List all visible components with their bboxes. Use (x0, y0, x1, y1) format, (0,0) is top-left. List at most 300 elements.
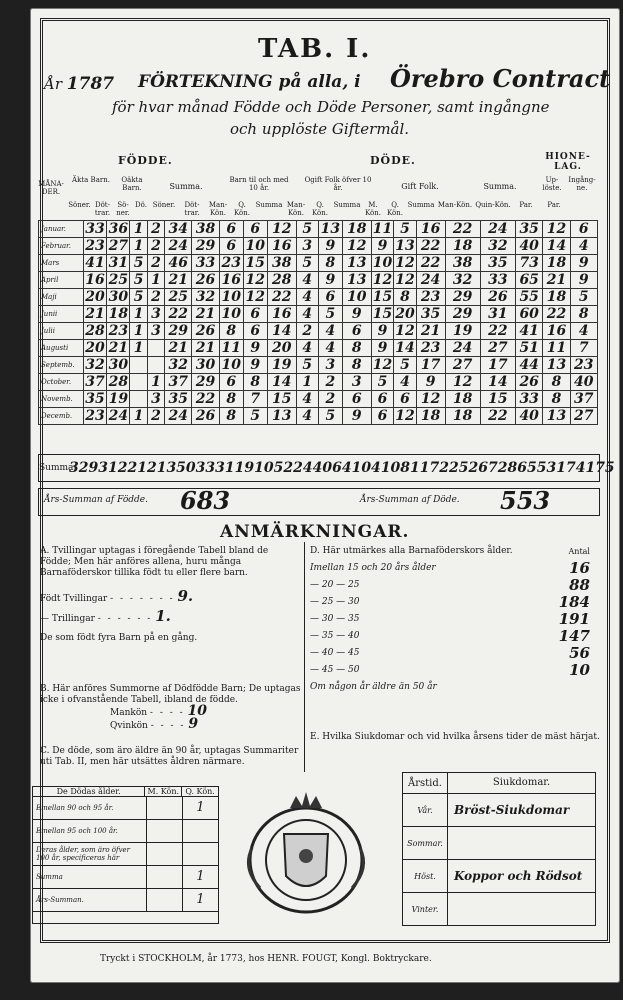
value-cell: 9 (342, 408, 371, 425)
value-cell: 8 (219, 408, 243, 425)
disease-row (403, 794, 595, 827)
value-cell: 21 (165, 340, 192, 357)
elderly-value (146, 820, 182, 842)
elderly-label: Års-Summan. (36, 896, 84, 904)
value-cell: 6 (219, 221, 243, 238)
value-cell: 4 (570, 238, 597, 255)
value-cell: 41 (516, 323, 543, 340)
value-cell: 2 (296, 323, 318, 340)
value-cell: 29 (192, 374, 219, 391)
value-cell: 3 (147, 306, 164, 323)
age-label: — 25 — 30 (310, 597, 360, 607)
sex-header-row: Söner. Döt-trar. Sö-ner. Dö. Söner. Döt-trar. Man-Kön. Q. Kön. Summa Man-Kön. Q. Kön. Summa M. Kön. Q. Kön. Summa Man-Kön. Quin-Kön. Par. Par. (68, 201, 561, 217)
value-cell: 12 (342, 238, 371, 255)
value-cell: 17 (480, 357, 515, 374)
total-cell: 108 (380, 460, 411, 476)
value-cell: 8 (342, 357, 371, 374)
value-cell: 8 (219, 391, 243, 408)
value-cell: 9 (318, 272, 342, 289)
value-cell: 12 (267, 221, 296, 238)
value-cell: 37 (165, 374, 192, 391)
value-cell: 9 (318, 238, 342, 255)
elderly-value: 1 (182, 797, 218, 819)
total-cell: 267 (468, 460, 498, 476)
value-cell: 37 (85, 374, 105, 390)
value-cell: 9 (416, 374, 445, 391)
value-cell (147, 357, 164, 374)
age-label: — 30 — 35 (310, 614, 360, 624)
table-row (39, 272, 598, 289)
value-cell: 21 (192, 340, 219, 357)
document-sheet (30, 8, 620, 983)
value-cell: 8 (342, 340, 371, 357)
value-cell: 38 (192, 221, 219, 238)
value-cell: 21 (85, 306, 105, 322)
value-cell: 23 (570, 357, 597, 374)
value-cell: 18 (445, 408, 480, 425)
value-cell: 29 (445, 289, 480, 306)
value-cell: 33 (516, 391, 543, 408)
value-cell: 24 (108, 408, 129, 424)
value-cell: 18 (416, 408, 445, 425)
value-cell: 6 (219, 238, 243, 255)
value-cell: 18 (445, 238, 480, 255)
value-cell: 6 (318, 289, 342, 306)
heading-line-3: och upplöste Giftermål. (230, 120, 410, 138)
value-cell: 3 (342, 374, 371, 391)
value-cell (130, 357, 147, 374)
value-cell: 9 (342, 306, 371, 323)
table-row (39, 323, 598, 340)
dead-annual-label: Års-Summan af Döde. (360, 495, 460, 505)
value-cell: 27 (480, 340, 515, 357)
value-cell (147, 340, 164, 357)
value-cell: 1 (130, 340, 147, 357)
value-cell: 16 (267, 238, 296, 255)
value-cell: 15 (267, 391, 296, 408)
value-cell: 5 (130, 272, 147, 289)
value-cell: 44 (516, 357, 543, 374)
value-cell: 22 (543, 306, 570, 323)
value-cell: 18 (108, 306, 129, 322)
value-cell: 5 (318, 306, 342, 323)
disease-name: Koppor och Rödsot (447, 860, 595, 892)
age-count: 56 (569, 644, 590, 662)
age-label: — 20 — 25 (310, 580, 360, 590)
elderly-label: Emellan 90 och 95 år. (36, 804, 114, 812)
value-cell: 6 (371, 391, 393, 408)
total-cell: 329 (69, 460, 99, 476)
children-header: Barn til och med 10 år. (229, 176, 289, 192)
value-cell: 10 (342, 289, 371, 306)
value-cell: 8 (543, 374, 570, 391)
value-cell: 34 (165, 221, 192, 238)
value-cell: 20 (85, 340, 105, 356)
value-cell: 12 (543, 221, 570, 238)
value-cell: 26 (192, 323, 219, 340)
value-cell: 22 (192, 391, 219, 408)
value-cell: 18 (342, 221, 371, 238)
value-cell: 38 (445, 255, 480, 272)
disease-row (403, 893, 595, 926)
value-cell: 2 (147, 255, 164, 272)
value-cell: 18 (543, 289, 570, 306)
month-cell: Septemb. (39, 357, 84, 374)
value-cell: 9 (243, 340, 267, 357)
born-header: FÖDDE. (118, 154, 173, 167)
disease-name: Bröst-Siukdomar (447, 794, 595, 826)
dead-annual-value: 553 (500, 486, 551, 515)
value-cell: 28 (108, 374, 129, 390)
total-cell: 105 (254, 460, 284, 476)
value-cell: 12 (416, 391, 445, 408)
value-cell: 23 (108, 323, 129, 339)
value-cell: 7 (243, 391, 267, 408)
value-cell: 12 (243, 289, 267, 306)
elderly-value: 1 (182, 889, 218, 911)
dead-header: DÖDE. (370, 154, 416, 167)
value-cell: 20 (395, 306, 415, 322)
value-cell: 10 (219, 306, 243, 323)
value-cell: 29 (192, 238, 219, 255)
value-cell: 31 (480, 306, 515, 323)
age-count: 10 (569, 661, 590, 679)
value-cell: 28 (267, 272, 296, 289)
value-cell: 12 (395, 255, 415, 271)
value-cell: 2 (147, 238, 164, 255)
season-label: Höst. (414, 871, 436, 881)
value-cell: 5 (371, 374, 393, 391)
value-cell: 24 (165, 408, 192, 425)
value-cell (130, 391, 147, 408)
age-row (310, 682, 590, 693)
age-count: 191 (558, 610, 590, 628)
value-cell: 8 (243, 374, 267, 391)
value-cell: 6 (219, 374, 243, 391)
elderly-label: Summa (36, 873, 63, 881)
monthly-table (38, 220, 598, 425)
value-cell: 13 (342, 272, 371, 289)
value-cell: 22 (416, 238, 445, 255)
season-label: Vinter. (411, 904, 439, 914)
value-cell: 14 (267, 374, 296, 391)
value-cell: 32 (480, 238, 515, 255)
printer-footer: Tryckt i STOCKHOLM, år 1773, hos HENR. FOUGT, Kongl. Boktryckare. (100, 954, 432, 964)
value-cell: 27 (445, 357, 480, 374)
value-cell: 36 (108, 221, 129, 237)
month-cell: Januar. (39, 221, 84, 238)
value-cell: 29 (445, 306, 480, 323)
month-cell: Mars (39, 255, 84, 272)
value-cell: 12 (372, 272, 393, 288)
note-c: C. De döde, som äro äldre än 90 år, uptagas Summariter uti Tab. II, men här utsättes åldren närmare. (40, 746, 299, 767)
month-header: MÅNA-DER. (38, 180, 64, 196)
total-cell: 312 (98, 460, 128, 476)
age-row (310, 593, 590, 611)
heading-line-1: FÖRTEKNING på alla, i (138, 72, 361, 92)
value-cell: 17 (416, 357, 445, 374)
value-cell: 3 (147, 391, 164, 408)
value-cell: 23 (85, 408, 105, 424)
value-cell: 27 (108, 238, 129, 254)
elderly-value (146, 843, 182, 865)
value-cell: 24 (165, 238, 192, 255)
value-cell: 4 (296, 289, 318, 306)
value-cell: 13 (543, 408, 570, 425)
born-annual-label: Års-Summan af Födde. (44, 495, 148, 505)
value-cell: 60 (516, 306, 543, 323)
value-cell: 32 (85, 357, 105, 373)
age-row (310, 576, 590, 594)
value-cell: 19 (445, 323, 480, 340)
value-cell: 12 (445, 374, 480, 391)
total-cell: 286 (497, 460, 527, 476)
total-cell: 117 (410, 460, 440, 476)
table-row (39, 255, 598, 272)
born-annual-value: 683 (180, 486, 231, 515)
value-cell: 16 (267, 306, 296, 323)
value-cell: 10 (243, 238, 267, 255)
born-sum-header: Summa. (169, 182, 203, 191)
value-cell: 37 (570, 391, 597, 408)
unmarried-header: Ogift Folk öfver 10 år. (304, 176, 372, 192)
notes-heading: ANMÄRKNINGAR. (220, 522, 410, 542)
value-cell: 13 (342, 255, 371, 272)
total-cell: 225 (439, 460, 469, 476)
coat-of-arms-emblem (238, 788, 374, 922)
table-row (39, 289, 598, 306)
value-cell: 3 (147, 323, 164, 340)
value-cell: 40 (516, 408, 543, 425)
value-cell: 15 (372, 306, 393, 322)
value-cell: 1 (130, 306, 147, 323)
age-label: Imellan 15 och 20 års ålder (310, 563, 436, 573)
contract-name: Örebro Contract (390, 64, 611, 93)
value-cell: 5 (296, 357, 318, 374)
total-cell: 553 (526, 460, 557, 476)
value-cell: 32 (445, 272, 480, 289)
value-cell: 26 (192, 408, 219, 425)
value-cell: 10 (219, 289, 243, 306)
value-cell: 21 (192, 306, 219, 323)
month-cell: Augusti (39, 340, 84, 357)
month-cell: Junii (39, 306, 84, 323)
value-cell: 12 (395, 408, 415, 424)
value-cell: 33 (192, 255, 219, 272)
month-cell: October. (39, 374, 84, 391)
total-cell: 174 (556, 460, 586, 476)
value-cell: 28 (85, 323, 105, 339)
elderly-value (182, 820, 218, 842)
value-cell: 4 (394, 374, 416, 391)
value-cell: 24 (416, 272, 445, 289)
value-cell: 2 (147, 289, 164, 306)
table-row (39, 238, 598, 255)
value-cell: 35 (516, 221, 543, 238)
value-cell: 14 (267, 323, 296, 340)
value-cell: 12 (395, 272, 415, 288)
value-cell: 6 (394, 391, 416, 408)
table-row (39, 340, 598, 357)
value-cell: 8 (219, 323, 243, 340)
value-cell: 23 (416, 340, 445, 357)
value-cell: 38 (267, 255, 296, 272)
value-cell: 46 (165, 255, 192, 272)
value-cell: 9 (371, 238, 393, 255)
elderly-label: Emellan 95 och 100 år. (36, 827, 118, 835)
elderly-value (146, 866, 182, 888)
value-cell: 32 (192, 289, 219, 306)
value-cell: 1 (296, 374, 318, 391)
value-cell: 35 (165, 391, 192, 408)
value-cell: 11 (372, 221, 393, 237)
value-cell: 8 (318, 255, 342, 272)
value-cell: 4 (570, 323, 597, 340)
value-cell: 26 (480, 289, 515, 306)
value-cell: 22 (480, 408, 515, 425)
value-cell: 30 (108, 289, 129, 305)
age-label: — 35 — 40 (310, 631, 360, 641)
value-cell: 65 (516, 272, 543, 289)
value-cell: 21 (416, 323, 445, 340)
value-cell: 4 (296, 391, 318, 408)
value-cell: 33 (85, 221, 105, 237)
value-cell: 4 (296, 306, 318, 323)
value-cell: 16 (85, 272, 105, 288)
value-cell: 11 (543, 340, 570, 357)
elderly-row (33, 866, 218, 889)
elderly-label: Deras ålder, som äro öfver 100 år, specificeras här (36, 846, 131, 862)
age-row (310, 610, 590, 628)
value-cell: 4 (318, 323, 342, 340)
value-cell: 35 (85, 391, 105, 407)
age-row (310, 644, 590, 662)
value-cell: 21 (108, 340, 129, 356)
value-cell: 4 (296, 272, 318, 289)
table-row (39, 408, 598, 425)
value-cell: 2 (147, 408, 164, 425)
elderly-row (33, 889, 218, 912)
value-cell: 33 (480, 272, 515, 289)
value-cell: 6 (342, 323, 371, 340)
value-cell: 23 (85, 238, 105, 254)
value-cell: 16 (219, 272, 243, 289)
value-cell: 8 (570, 306, 597, 323)
age-count: 147 (558, 627, 590, 645)
value-cell: 3 (296, 238, 318, 255)
disease-row (403, 827, 595, 860)
illegit-header: Oäkta Barn. (121, 176, 143, 192)
note-e: E. Hvilka Siukdomar och vid hvilka årsens tider de mäst härjat. (310, 732, 600, 742)
totals-row: Summa 329 312 21 21 350 333 119 105 224 40 64 104 108 117 225 267 286 553 174 175 (38, 454, 600, 482)
value-cell: 18 (445, 391, 480, 408)
total-cell: 119 (224, 460, 255, 476)
value-cell: 12 (372, 357, 393, 373)
value-cell: 27 (570, 408, 597, 425)
value-cell: 4 (296, 408, 318, 425)
value-cell: 5 (570, 289, 597, 306)
value-cell: 2 (147, 221, 164, 238)
value-cell: 5 (296, 255, 318, 272)
season-label: Vår. (417, 805, 433, 815)
value-cell: 15 (372, 289, 393, 305)
value-cell: 22 (267, 289, 296, 306)
value-cell: 26 (516, 374, 543, 391)
elderly-table: De Dödas ålder. M. Kön. Q. Kön. Emellan 90 och 95 år. 1 Emellan 95 och 100 år. Deras ålder, som äro öfver 100 år, specificeras här Summa 1 Års-Summan. 1 (32, 786, 219, 924)
month-cell: Julii (39, 323, 84, 340)
table-title: TAB. I. (258, 34, 372, 64)
married-header: Gift Folk. (401, 182, 439, 191)
total-cell: 350 (166, 460, 196, 476)
value-cell: 40 (570, 374, 597, 391)
value-cell: 5 (296, 221, 318, 238)
dead-sum-header: Summa. (483, 182, 517, 191)
age-count: 184 (558, 593, 590, 611)
elderly-value: 1 (182, 866, 218, 888)
month-cell: Novemb. (39, 391, 84, 408)
marriage-header: HIONE-LAG. (545, 152, 591, 172)
value-cell: 8 (543, 391, 570, 408)
value-cell: 6 (243, 221, 267, 238)
value-cell: 1 (130, 221, 147, 238)
value-cell: 1 (147, 272, 164, 289)
total-cell: 333 (195, 460, 225, 476)
value-cell: 2 (318, 391, 342, 408)
disease-name (447, 893, 595, 925)
year-label: År 1787 (44, 74, 115, 94)
value-cell: 41 (85, 255, 105, 271)
disease-name (447, 827, 595, 859)
value-cell: 4 (296, 340, 318, 357)
note-b: B. Här anföres Summorne af Dödfödde Barn; De uptagas icke i ofvanstående Tabell, ibland de födde. Mankön - - - - 10 Qvinkön - - - - 9 (40, 684, 301, 732)
value-cell: 31 (108, 255, 129, 271)
value-cell: 25 (108, 272, 129, 288)
table-row (39, 391, 598, 408)
table-row (39, 306, 598, 323)
month-cell: Maji (39, 289, 84, 306)
note-d: D. Här utmärkes alla Barnaföderskors ålder. Antal Imellan 15 och 20 års ålder 16 — 20 — 25 88 — 25 — 30 184 — 30 — 35 191 — 35 — 40 147 — 40 — 45 56 — 45 — 50 10 Om någon år äldre än 50 år (310, 546, 590, 692)
value-cell: 13 (318, 221, 342, 238)
value-cell: 6 (243, 323, 267, 340)
value-cell: 14 (480, 374, 515, 391)
value-cell: 18 (543, 255, 570, 272)
value-cell: 6 (570, 221, 597, 238)
value-cell: 5 (394, 221, 416, 238)
value-cell: 23 (416, 289, 445, 306)
value-cell: 5 (394, 357, 416, 374)
total-cell: 104 (351, 460, 381, 476)
value-cell: 40 (516, 238, 543, 255)
value-cell: 2 (318, 374, 342, 391)
age-count: 16 (569, 559, 590, 577)
value-cell: 25 (165, 289, 192, 306)
value-cell: 9 (570, 255, 597, 272)
value-cell: 1 (130, 238, 147, 255)
age-row (310, 627, 590, 645)
month-cell: Februar. (39, 238, 84, 255)
value-cell: 9 (371, 340, 393, 357)
value-cell: 35 (416, 306, 445, 323)
month-cell: April (39, 272, 84, 289)
value-cell: 15 (243, 255, 267, 272)
total-cell: 175 (585, 460, 615, 476)
value-cell: 35 (480, 255, 515, 272)
value-cell: 14 (395, 340, 415, 356)
total-cell: 21 (146, 460, 167, 476)
value-cell: 13 (267, 408, 296, 425)
value-cell: 55 (516, 289, 543, 306)
value-cell: 13 (395, 238, 415, 254)
